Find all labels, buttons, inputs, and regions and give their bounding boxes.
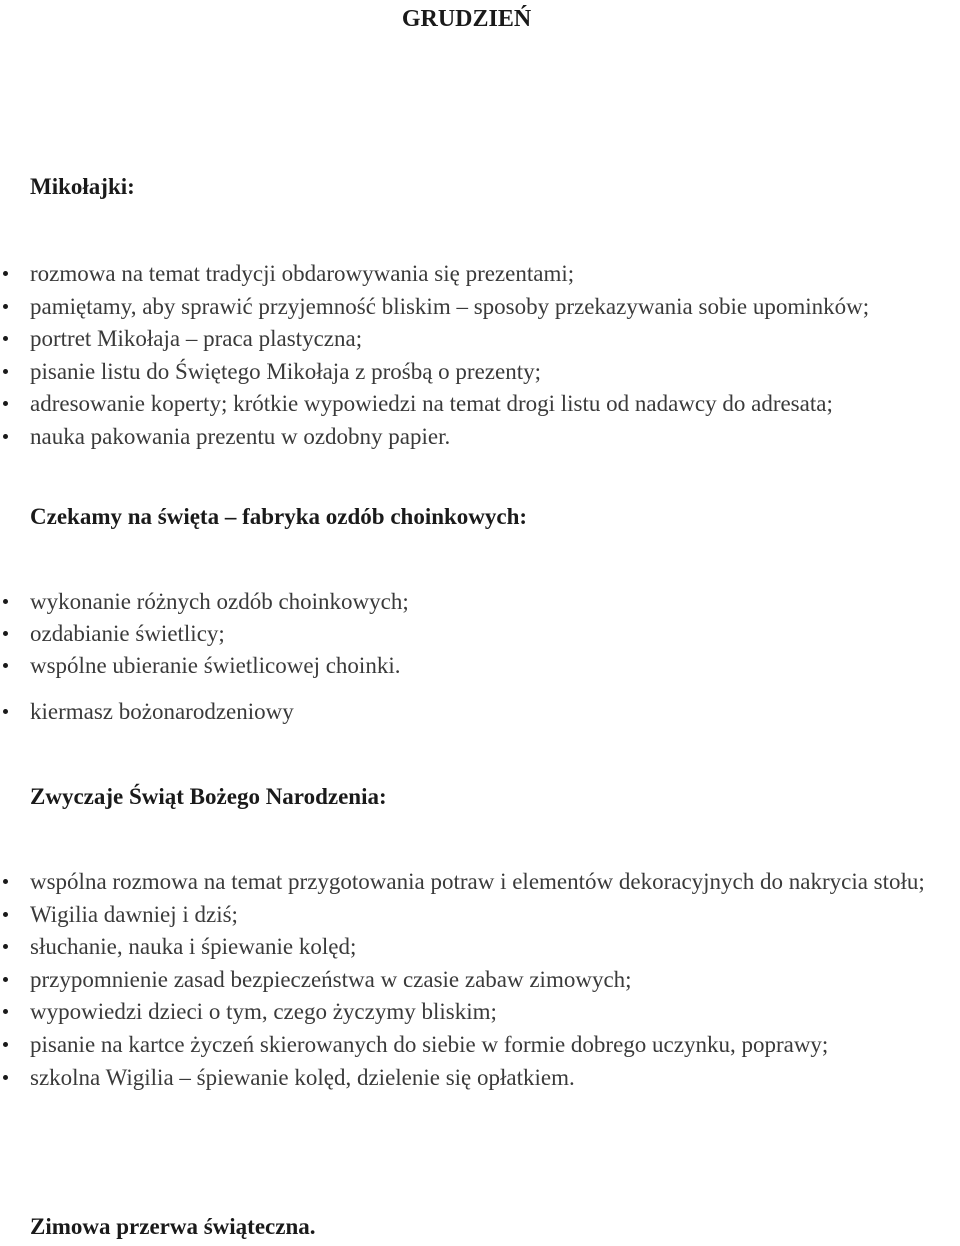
list-item: słuchanie, nauka i śpiewanie kolęd; — [0, 931, 960, 964]
list-item: przypomnienie zasad bezpieczeństwa w czasie zabaw zimowych; — [0, 964, 960, 997]
list-item: pamiętamy, aby sprawić przyjemność bliskim – sposoby przekazywania sobie upominków; — [0, 291, 960, 324]
list-kiermasz — [0, 696, 960, 728]
list-item: nauka pakowania prezentu w ozdobny papier. — [0, 421, 960, 454]
list-item: szkolna Wigilia – śpiewanie kolęd, dzielenie się opłatkiem. — [0, 1062, 960, 1095]
list-item: Wigilia dawniej i dziś; — [0, 899, 960, 932]
list-item: wspólna rozmowa na temat przygotowania potraw i elementów dekoracyjnych do nakrycia stołu; — [0, 866, 960, 899]
list-item: pisanie na kartce życzeń skierowanych do siebie w formie dobrego uczynku, poprawy; — [0, 1029, 960, 1062]
list-item: ozdabianie świetlicy; — [0, 618, 960, 650]
page-title: GRUDZIEŃ — [401, 6, 532, 32]
list-mikolajki — [0, 258, 960, 453]
list-zwyczaje — [0, 866, 960, 1094]
section-heading-czekamy-na-swieta: Czekamy na święta – fabryka ozdób choinkowych: — [30, 504, 528, 529]
list-czekamy-na-swieta — [0, 586, 960, 682]
list-item: kiermasz bożonarodzeniowy — [0, 696, 960, 728]
list-item: portret Mikołaja – praca plastyczna; — [0, 323, 960, 356]
list-item: wspólne ubieranie świetlicowej choinki. — [0, 650, 960, 682]
list-item: wykonanie różnych ozdób choinkowych; — [0, 586, 960, 618]
section-heading-mikolajki: Mikołajki: — [30, 174, 135, 199]
list-item: wypowiedzi dzieci o tym, czego życzymy bliskim; — [0, 996, 960, 1029]
section-heading-zwyczaje: Zwyczaje Świąt Bożego Narodzenia: — [30, 784, 387, 809]
list-item: pisanie listu do Świętego Mikołaja z prośbą o prezenty; — [0, 356, 960, 389]
list-item: adresowanie koperty; krótkie wypowiedzi na temat drogi listu od nadawcy do adresata; — [0, 388, 960, 421]
list-item: rozmowa na temat tradycji obdarowywania się prezentami; — [0, 258, 960, 291]
section-heading-zimowa-przerwa: Zimowa przerwa świąteczna. — [30, 1214, 316, 1239]
